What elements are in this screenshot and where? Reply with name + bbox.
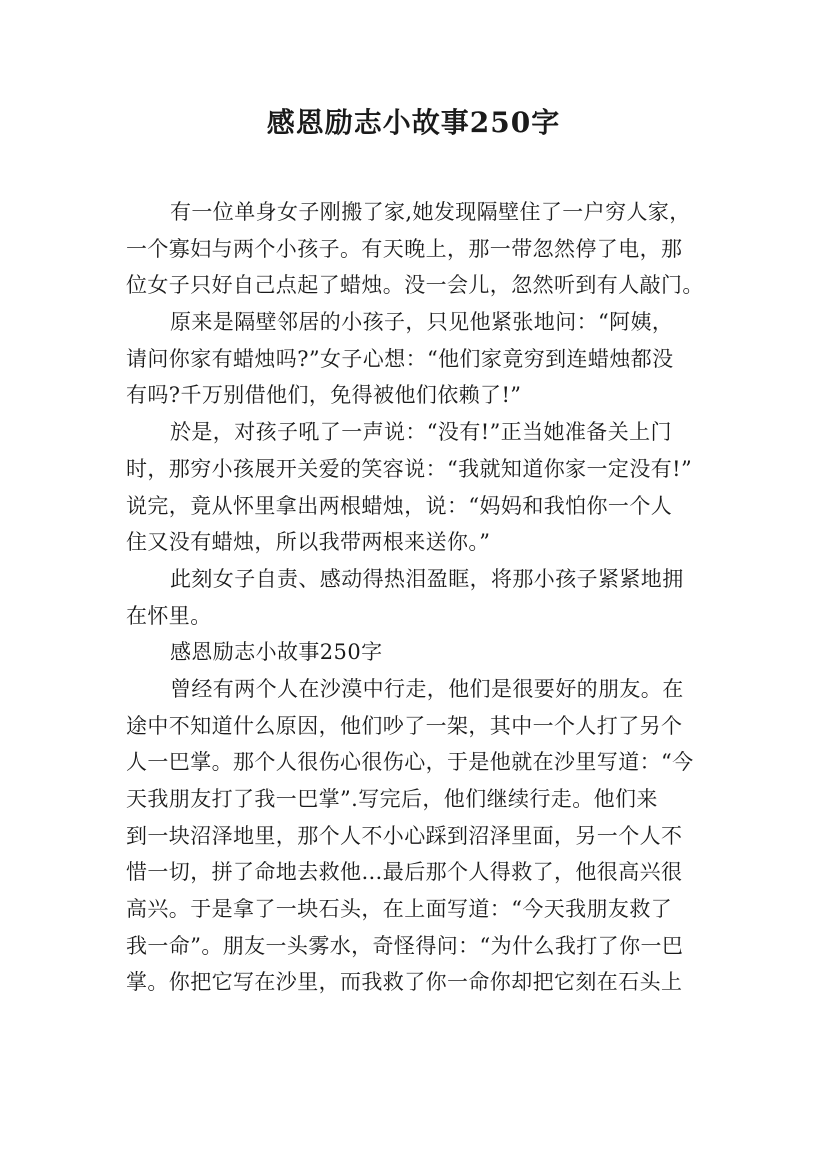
text-line: 住又没有蜡烛，所以我带两根来送你。”	[126, 530, 491, 555]
text-line: 掌。你把它写在沙里，而我救了你一命你却把它刻在石头上	[126, 970, 683, 995]
text-line: 在怀里。	[126, 603, 212, 628]
text-line: 感恩励志小故事250字	[170, 640, 383, 665]
document-body	[126, 194, 706, 1001]
document-title: 感恩励志小故事250字	[266, 106, 561, 139]
text-line: 曾经有两个人在沙漠中行走，他们是很要好的朋友。在	[170, 676, 684, 701]
text-line: 原来是隔壁邻居的小孩子，只见他紧张地问：“阿姨，	[170, 310, 674, 335]
text-line: 天我朋友打了我一巴掌”.写完后，他们继续行走。他们来	[126, 787, 658, 811]
text-line: 一个寡妇与两个小孩子。有天晚上，那一带忽然停了电，那	[126, 236, 683, 261]
text-line: 人一巴掌。那个人很伤心很伤心，于是他就在沙里写道：“今	[126, 750, 694, 775]
text-line: 位女子只好自己点起了蜡烛。没一会儿，忽然听到有人敲门。	[126, 273, 704, 298]
text-line: 惜一切，拼了命地去救他…最后那个人得救了，他很高兴很	[126, 860, 683, 885]
text-line: 到一块沼泽地里，那个人不小心踩到沼泽里面，另一个人不	[126, 823, 683, 848]
text-line: 有一位单身女子刚搬了家,她发现隔壁住了一户穷人家，	[170, 200, 691, 224]
text-line: 说完，竟从怀里拿出两根蜡烛，说：“妈妈和我怕你一个人	[126, 493, 673, 518]
text-line: 於是，对孩子吼了一声说：“没有!”正当她准备关上门	[170, 420, 672, 445]
text-line: 途中不知道什么原因，他们吵了一架，其中一个人打了另个	[126, 713, 683, 738]
text-line: 有吗?千万别借他们，免得被他们依赖了!”	[126, 383, 522, 408]
text-line: 时，那穷小孩展开关爱的笑容说：“我就知道你家一定没有!”	[126, 456, 693, 481]
text-line: 我一命”。朋友一头雾水，奇怪得问：“为什么我打了你一巴	[126, 933, 684, 958]
text-line: 此刻女子自责、感动得热泪盈眶，将那小孩子紧紧地拥	[170, 566, 684, 591]
text-line: 请问你家有蜡烛吗?”女子心想：“他们家竟穷到连蜡烛都没	[126, 346, 674, 371]
text-line: 高兴。于是拿了一块石头，在上面写道：“今天我朋友救了	[126, 897, 673, 922]
